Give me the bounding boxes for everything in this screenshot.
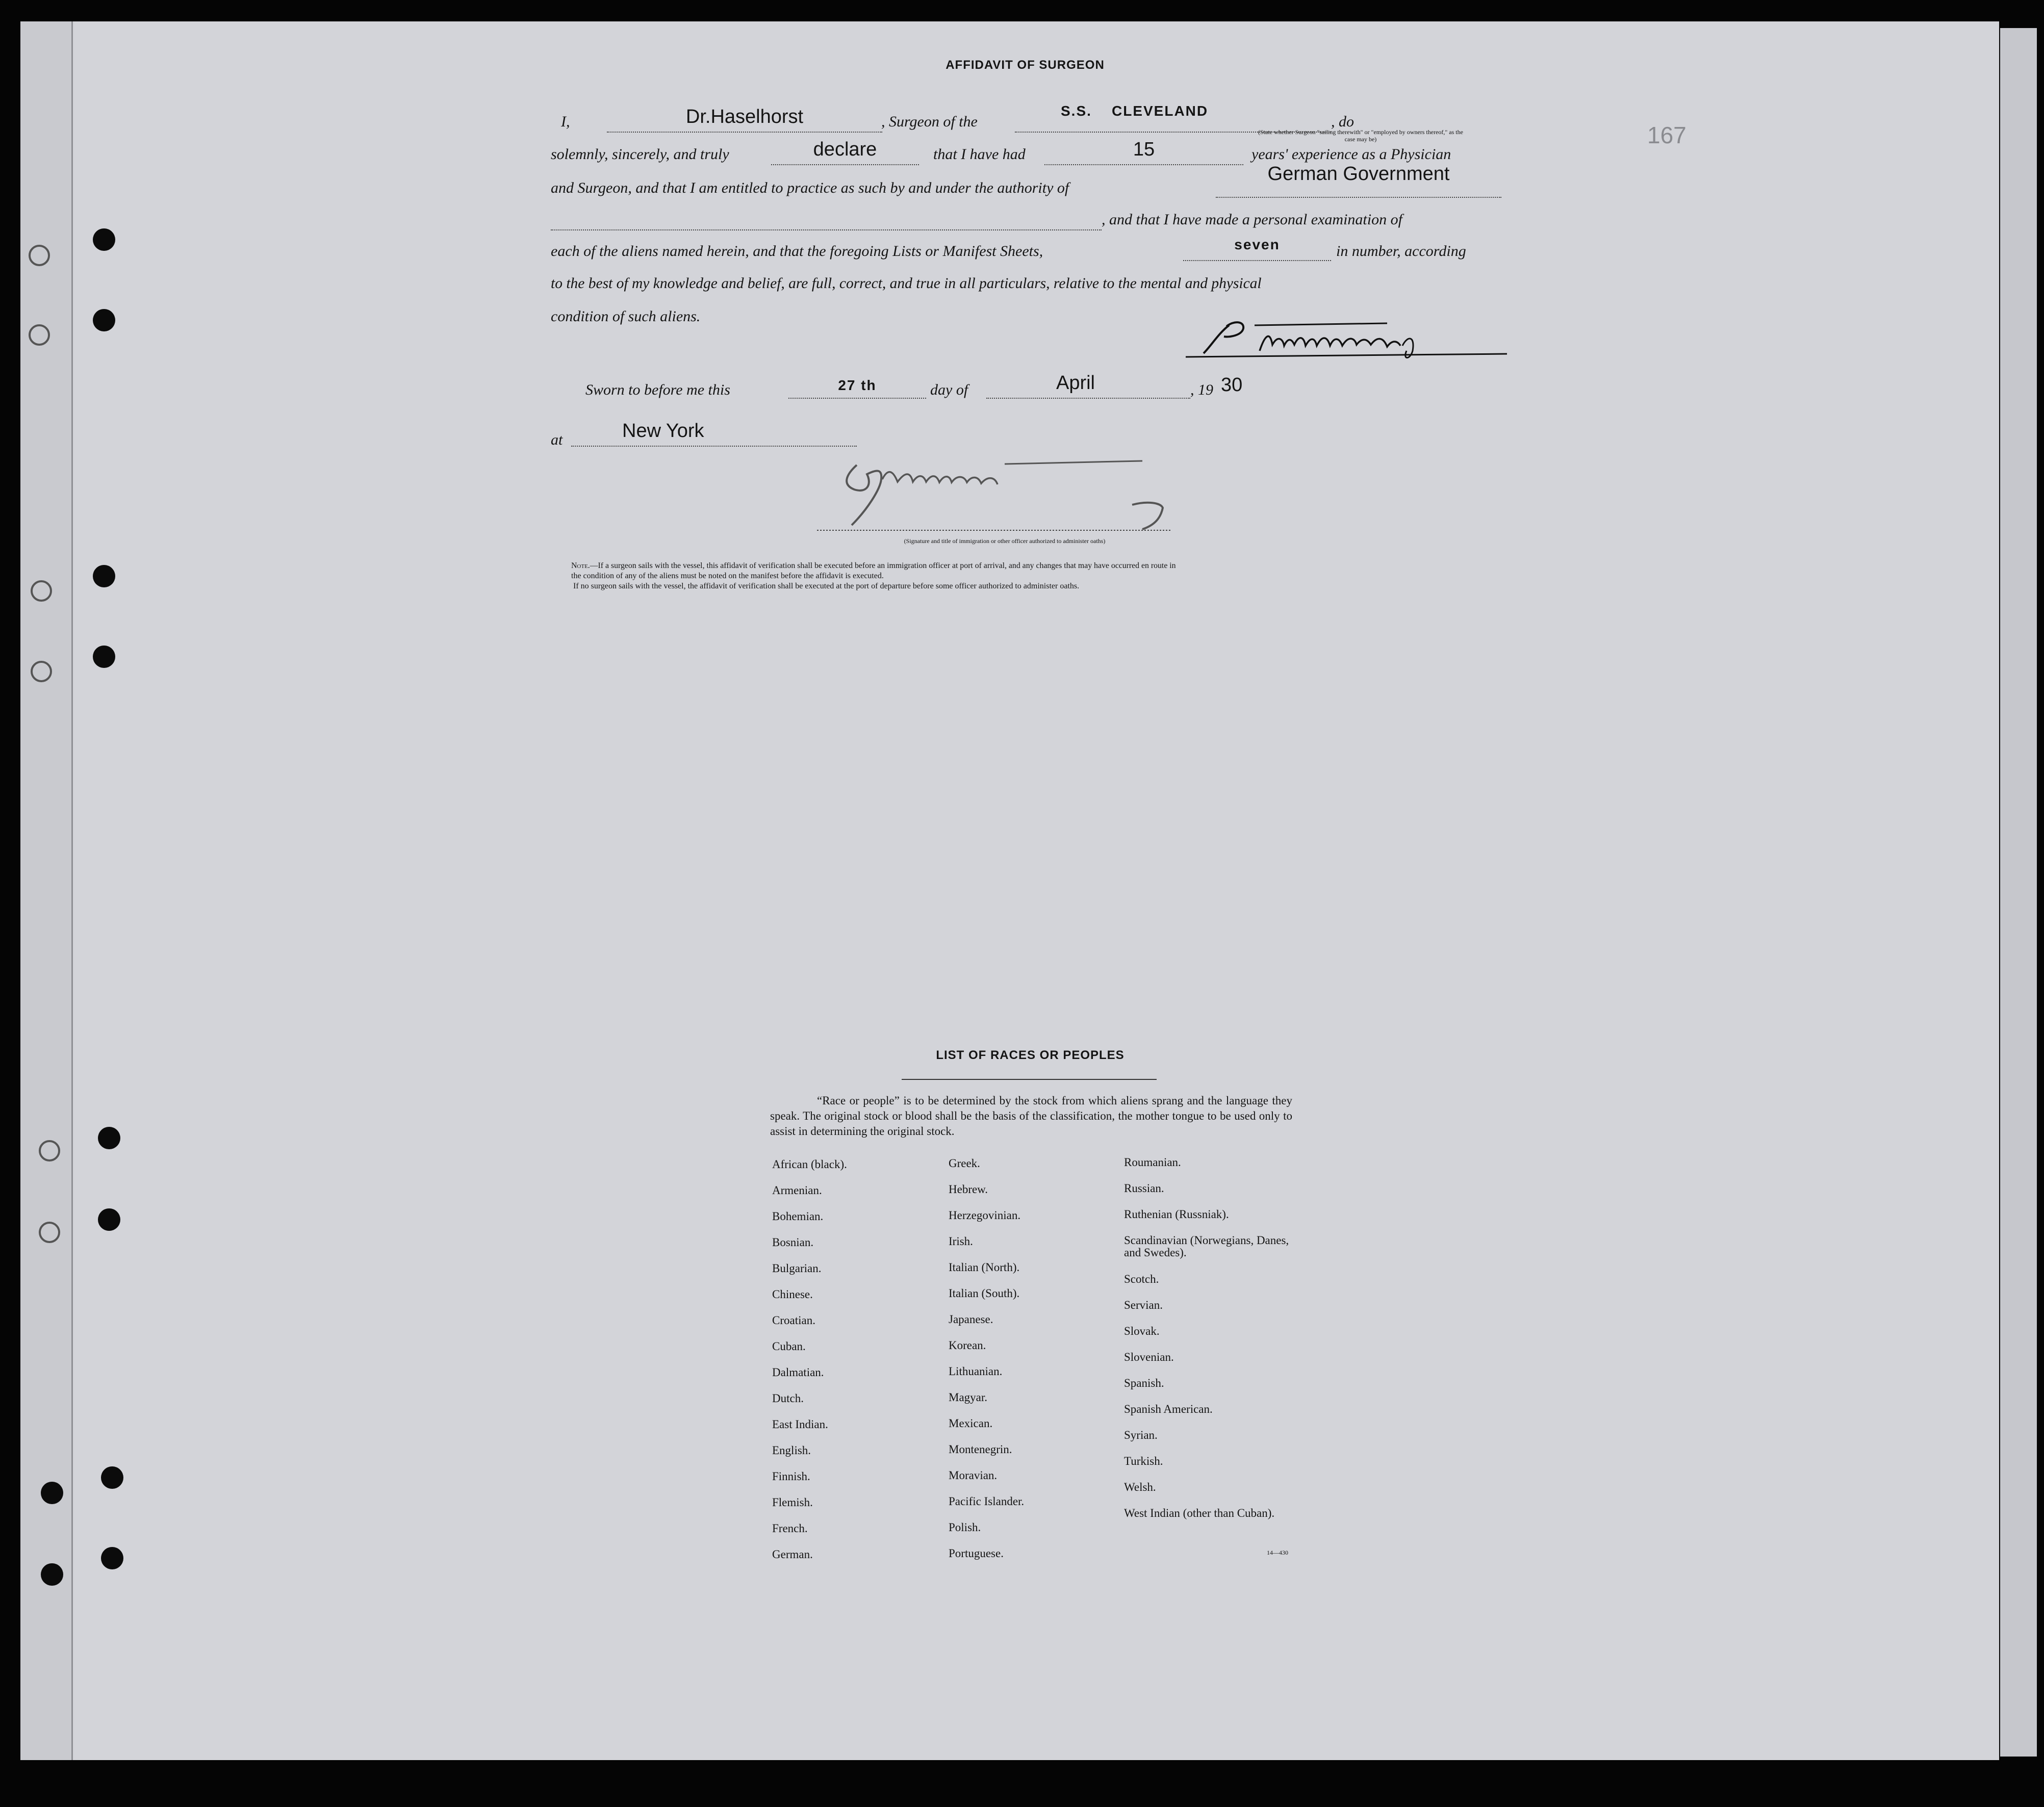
label-and-surgeon: and Surgeon, and that I am entitled to practice as such by and under the authority of	[551, 179, 1069, 196]
race-item: Polish.	[949, 1521, 981, 1534]
race-item: Chinese.	[772, 1288, 813, 1301]
race-item: Russian.	[1124, 1182, 1164, 1195]
sworn-year: 30	[1221, 374, 1243, 396]
race-item: Lithuanian.	[949, 1365, 1003, 1378]
race-item: Scandinavian (Norwegians, Danes, and Swedes).	[1124, 1234, 1289, 1259]
binding-ring	[29, 245, 50, 266]
binding-ring	[31, 580, 52, 602]
state-note: (State whether Surgeon "sailing therewith" or "employed by owners thereof," as the case may be)	[1258, 128, 1463, 143]
punch-hole	[101, 1547, 123, 1569]
race-item: Spanish.	[1124, 1377, 1164, 1389]
label-each-alien: each of the aliens named herein, and that the foregoing Lists or Manifest Sheets,	[551, 243, 1043, 260]
races-title: LIST OF RACES OR PEOPLES	[936, 1048, 1125, 1062]
race-item: Italian (North).	[949, 1261, 1020, 1274]
punch-hole	[41, 1563, 63, 1586]
label-i: I,	[561, 113, 570, 130]
race-item: Portuguese.	[949, 1547, 1004, 1560]
race-item: Magyar.	[949, 1391, 988, 1404]
sheet-count-line	[1183, 260, 1331, 261]
sworn-day-line	[788, 398, 926, 399]
label-in-number: in number, according	[1336, 243, 1466, 260]
race-item: West Indian (other than Cuban).	[1124, 1507, 1275, 1519]
sworn-month: April	[1056, 372, 1095, 394]
race-item: Irish.	[949, 1235, 973, 1248]
punch-hole	[93, 309, 115, 331]
surgeon-signature	[1183, 315, 1510, 362]
ship-prefix: S.S.	[1061, 103, 1092, 119]
label-year-prefix: , 19	[1190, 381, 1213, 398]
label-best-knowledge: to the best of my knowledge and belief, are full, correct, and true in all particulars, relative to the mental and physical	[551, 275, 1262, 292]
race-item: Scotch.	[1124, 1273, 1159, 1285]
years-line	[1044, 164, 1243, 165]
race-item: Slovenian.	[1124, 1351, 1174, 1363]
note-line-3: If no surgeon sails with the vessel, the affidavit of verification shall be executed at the port of departure before some officer authorized to administer oaths.	[573, 582, 1080, 590]
race-item: Syrian.	[1124, 1429, 1158, 1441]
sworn-month-line	[986, 398, 1190, 399]
label-surgeon-of: , Surgeon of the	[881, 113, 978, 130]
binding-ring	[39, 1140, 60, 1161]
race-item: Slovak.	[1124, 1325, 1160, 1337]
punch-hole	[93, 228, 115, 251]
declare-verb: declare	[813, 139, 877, 160]
page-number: 167	[1647, 122, 1687, 148]
note-line-1	[571, 561, 1504, 571]
punch-hole	[93, 646, 115, 668]
label-solemnly: solemnly, sincerely, and truly	[551, 146, 729, 163]
punch-hole	[98, 1127, 120, 1149]
races-title-rule	[902, 1079, 1157, 1080]
race-item: Bulgarian.	[772, 1262, 822, 1275]
race-item: Roumanian.	[1124, 1156, 1181, 1169]
label-years-exp: years' experience as a Physician	[1251, 146, 1451, 163]
race-item: French.	[772, 1522, 808, 1535]
race-item: German.	[772, 1548, 813, 1561]
punch-hole	[101, 1466, 123, 1489]
race-item: Herzegovinian.	[949, 1209, 1021, 1222]
binding-ring	[39, 1222, 60, 1243]
race-item: Italian (South).	[949, 1287, 1020, 1300]
ship-name: CLEVELAND	[1112, 103, 1209, 119]
officer-signature	[816, 454, 1173, 535]
verb-line	[771, 164, 919, 165]
race-item: Armenian.	[772, 1184, 822, 1197]
note-line-2: the condition of any of the aliens must be noted on the manifest before the affidavit is executed.	[571, 572, 884, 580]
label-day-of: day of	[930, 381, 968, 398]
race-item: Montenegrin.	[949, 1443, 1012, 1456]
race-item: Japanese.	[949, 1313, 993, 1326]
race-item: Ruthenian (Russniak).	[1124, 1208, 1229, 1221]
surgeon-name: Dr.Haselhorst	[685, 106, 804, 127]
race-item: African (black).	[772, 1158, 847, 1171]
races-column-3	[1124, 1156, 1297, 1546]
binding-ring	[31, 661, 52, 682]
sheet-count-value: seven	[1234, 237, 1280, 252]
race-item: Cuban.	[772, 1340, 806, 1353]
race-item: Servian.	[1124, 1299, 1163, 1311]
note-text-1: —If a surgeon sails with the vessel, this affidavit of verification shall be executed before an immigration officer at port of arrival, and any changes that may have occurred en route in	[590, 561, 1176, 570]
label-at: at	[551, 431, 563, 448]
race-item: Pacific Islander.	[949, 1495, 1025, 1508]
note-block	[571, 561, 1504, 591]
race-item: Finnish.	[772, 1470, 810, 1483]
label-personal-exam: , and that I have made a personal examination of	[1102, 211, 1402, 228]
affidavit-title: AFFIDAVIT OF SURGEON	[946, 58, 1105, 72]
race-item: Welsh.	[1124, 1481, 1156, 1493]
label-condition: condition of such aliens.	[551, 308, 701, 325]
form-number: 14—430	[1267, 1549, 1288, 1556]
officer-caption: (Signature and title of immigration or other officer authorized to administer oaths)	[904, 537, 1106, 545]
race-item: Flemish.	[772, 1496, 813, 1509]
surgeon-name-line	[607, 132, 882, 133]
race-item: Croatian.	[772, 1314, 815, 1327]
years-value: 15	[1133, 139, 1155, 160]
race-item: Turkish.	[1124, 1455, 1163, 1467]
race-item: Moravian.	[949, 1469, 998, 1482]
race-item: Bosnian.	[772, 1236, 814, 1249]
authority-continuation-line	[551, 229, 1102, 230]
label-sworn: Sworn to before me this	[585, 381, 730, 398]
punch-hole	[41, 1482, 63, 1504]
race-item: Bohemian.	[772, 1210, 824, 1223]
label-that-had: that I have had	[933, 146, 1026, 163]
races-column-2	[949, 1157, 1117, 1573]
binding-ring	[29, 324, 50, 346]
race-item: Dutch.	[772, 1392, 804, 1405]
races-column-1	[772, 1158, 940, 1574]
authority-value: German Government	[1267, 163, 1450, 185]
race-item: Greek.	[949, 1157, 980, 1170]
adjacent-page-edge	[2000, 28, 2037, 1757]
authority-line	[1216, 197, 1501, 198]
race-item: Dalmatian.	[772, 1366, 824, 1379]
label-do: , do	[1331, 113, 1354, 130]
race-item: Hebrew.	[949, 1183, 988, 1196]
punch-hole	[98, 1208, 120, 1231]
race-item: Mexican.	[949, 1417, 993, 1430]
note-label: Note.	[571, 561, 590, 570]
race-item: East Indian.	[772, 1418, 828, 1431]
punch-hole	[93, 565, 115, 587]
race-item: Spanish American.	[1124, 1403, 1213, 1415]
sworn-place-line	[571, 446, 857, 447]
race-item: Korean.	[949, 1339, 986, 1352]
race-item: English.	[772, 1444, 811, 1457]
sworn-day: 27 th	[838, 377, 877, 393]
races-intro: “Race or people” is to be determined by the stock from which aliens sprang and the language they speak. The original stock or blood shall be the basis of the classification, the mother tongue to be used only to assist in determining the original stock.	[770, 1094, 1292, 1138]
sworn-place: New York	[622, 420, 704, 442]
